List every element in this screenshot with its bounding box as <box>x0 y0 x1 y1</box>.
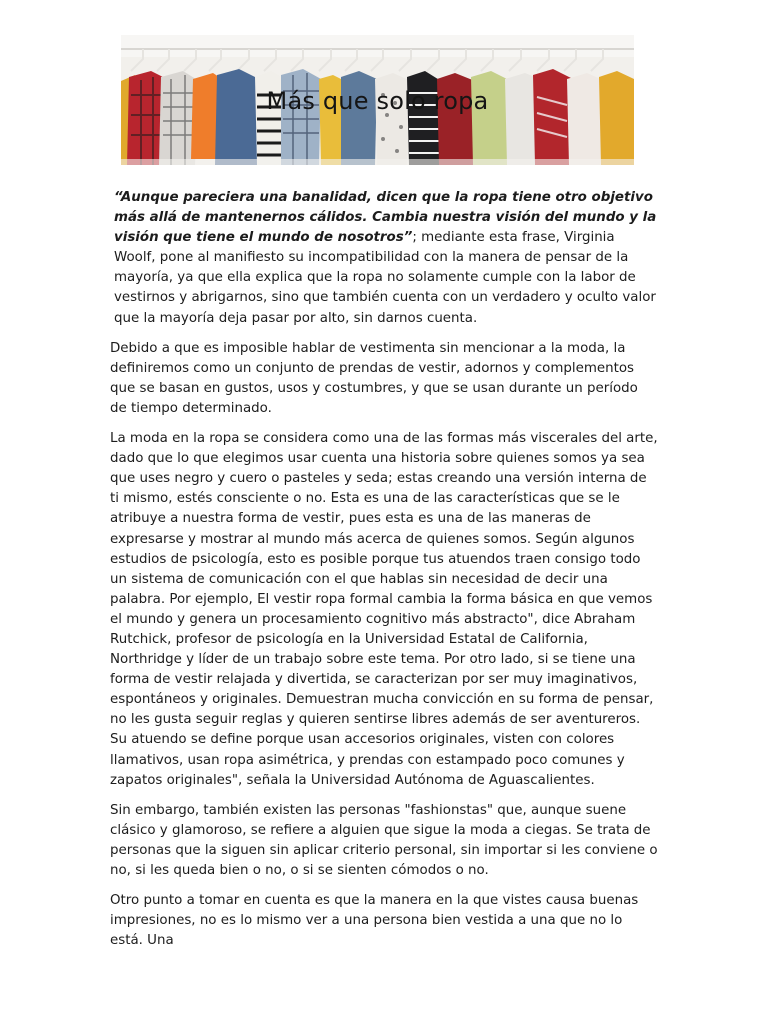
paragraph-1-text: ; mediante esta frase, Virginia Woolf, pone al manifiesto su incompatibilidad con la manera de pensar de la mayoría, ya que ella explica que la ropa no solamente cumple con la labor de vestirnos y abrigarnos, sino que también cuenta con un verdadero y oculto valor que la mayoría deja pasar por alto, sin darnos cuenta. <box>114 230 656 326</box>
paragraph-1 <box>110 188 658 329</box>
paragraph-4: Sin embargo, también existen las personas "fashionstas" que, aunque suene clásico y glamoroso, se refiere a alguien que sigue la moda a ciegas. Se trata de personas que la siguen sin aplicar criterio personal, sin importar si les conviene o no, si les queda bien o no, o si se sienten cómodos o no. <box>110 802 658 878</box>
article-body <box>110 188 658 961</box>
paragraph-2: Debido a que es imposible hablar de vestimenta sin mencionar a la moda, la definiremos como un conjunto de prendas de vestir, adornos y complementos que se basan en gustos, usos y costumbres, y que se usan durante un período de tiempo determinado. <box>110 340 638 416</box>
paragraph-3: La moda en la ropa se considera como una de las formas más viscerales del arte, dado que lo que elegimos usar cuenta una historia sobre quienes somos ya sea que uses negro y cuero o pasteles y seda; estas creando una versión interna de ti mismo, estés consciente o no. Esta es una de las características que se le atribuye a nuestra forma de vestir, pues esta es una de las maneras de expresarse y mostrar al mundo más acerca de quienes somos. Según algunos estudios de psicología, esto es posible porque tus atuendos traen consigo todo un sistema de comunicación con el que hablas sin necesidad de decir una palabra. Por ejemplo, El vestir ropa formal cambia la forma básica en que vemos el mundo y genera un procesamiento cognitivo más abstracto", dice Abraham Rutchick, profesor de psicología en la Universidad Estatal de California, Northridge y líder de un trabajo sobre este tema. Por otro lado, si se tiene una forma de vestir relajada y divertida, se caracterizan por ser muy imaginativos, espontáneos y originales. Demuestran mucha convicción en su forma de pensar, no les gusta seguir reglas y quieren sentirse libres además de ser aventureros. Su atuendo se define porque usan accesorios originales, visten con colores llamativos, usan ropa asimétrica, y prendas con estampado poco comunes y zapatos originales", señala la Universidad Autónoma de Aguascalientes. <box>110 431 658 788</box>
header-banner <box>121 35 634 165</box>
banner-title: Más que solo ropa <box>266 87 489 115</box>
paragraph-5: Otro punto a tomar en cuenta es que la manera en la que vistes causa buenas impresiones, no es lo mismo ver a una persona bien vestida a una que no lo está. Una <box>110 893 639 949</box>
opening-quote: “Aunque pareciera una banalidad, dicen que la ropa tiene otro objetivo más allá de mantenernos cálidos. Cambia nuestra visión del mundo y la visión que tiene el mundo de nosotros” <box>114 190 657 246</box>
